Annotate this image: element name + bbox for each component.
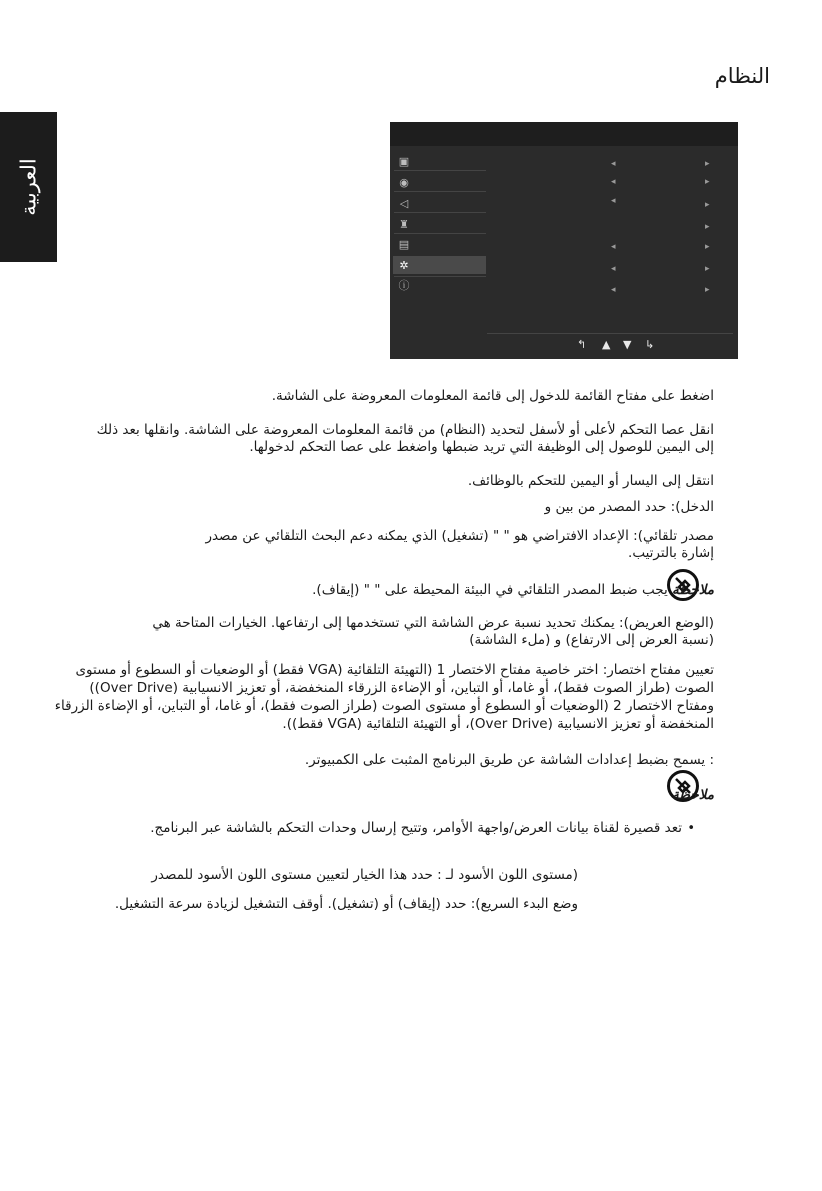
wide-mode-options: (نسبة العرض إلى الارتفاع) و (ملء الشاشة): [469, 632, 714, 648]
bullet-dot: •: [687, 821, 695, 836]
page-title: النظام: [714, 64, 770, 88]
note-title: ملاحظة: [672, 787, 714, 803]
osd-divider: [394, 191, 486, 192]
language-tab-label: العربية: [16, 158, 41, 216]
step-adjust: انتقل إلى اليسار أو اليمين للتحكم بالوظائف.: [467, 473, 714, 489]
osd-divider: [394, 212, 486, 213]
hotkey-assignment-line4: المنخفضة أو تعزيز الانسيابية (Over Drive)، أو التهيئة التلقائية (VGA فقط)).: [282, 716, 714, 732]
note-auto-source: [312, 582, 714, 599]
osd-divider: [394, 276, 486, 277]
left-arrow-icon: ◂: [611, 285, 616, 295]
step-open-menu: اضغط على مفتاح القائمة للدخول إلى قائمة المعلومات المعروضة على الشاشة.: [271, 388, 714, 404]
left-arrow-icon: ◂: [611, 264, 616, 274]
step-select-system-cont: إلى اليمين للوصول إلى الوظيفة التي تريد ضبطها واضغط على عصا التحكم لدخولها.: [249, 439, 714, 455]
enter-icon: ↳: [645, 338, 655, 351]
quick-start-description: وضع البدء السريع): حدد (إيقاف) أو (تشغيل). أوقف التشغيل لزيادة سرعة التشغيل.: [114, 896, 578, 912]
osd-divider: [394, 170, 486, 171]
note-title: ملاحظة: [672, 582, 714, 598]
osd-header-bar: [390, 122, 738, 146]
language-tab: [0, 112, 57, 262]
hotkey-assignment: تعيين مفتاح اختصار: اختر خاصية مفتاح الاختصار 1 (التهيئة التلقائية (VGA فقط) أو الوضعيات أو السطوع أو مستوى: [75, 662, 714, 678]
back-icon: ↰: [577, 338, 587, 351]
osd-menu-image: [390, 122, 738, 359]
step-select-system: انقل عصا التحكم لأعلى أو لأسفل لتحديد (النظام) من قائمة المعلومات المعروضة على الشاشة. وانقلها بعد ذلك: [96, 422, 714, 438]
osd-window-icon: ▤: [398, 238, 410, 251]
eye-icon: ◉: [399, 176, 409, 189]
ddc-ci-description: : يسمح بضبط إعدادات الشاشة عن طريق البرنامج المثبت على الكمبيوتر.: [304, 752, 714, 768]
wide-mode-description: (الوضع العريض): يمكنك تحديد نسبة عرض الشاشة التي تستخدمها إلى ارتفاعها. الخيارات المتاحة هي: [152, 615, 714, 631]
picture-icon: ▣: [398, 155, 410, 168]
ddc-ci-note-text: تعد قصيرة لقناة بيانات العرض/واجهة الأوامر، وتتيح إرسال وحدات التحكم بالشاشة عبر البرنامج.: [150, 820, 682, 836]
input-description: الدخل): حدد المصدر من بين و: [544, 499, 714, 515]
hotkey-assignment-line3: ومفتاح الاختصار 2 (الوضعيات أو السطوع أو مستوى الصوت (طراز الصوت فقط)، أو غاما، أو التباين، أو الإضاءة الزرقاء: [54, 698, 714, 714]
left-arrow-icon: ◂: [611, 177, 616, 187]
note-ddc-ci: [672, 787, 714, 804]
left-arrow-icon: ◂: [611, 242, 616, 252]
osd-divider: [394, 233, 486, 234]
right-arrow-icon: ▸: [705, 264, 710, 274]
gear-icon: ✲: [399, 259, 409, 272]
up-icon: ▲: [602, 338, 611, 351]
note-text: يجب ضبط المصدر التلقائي في البيئة المحيطة على " " (إيقاف).: [312, 582, 668, 598]
hotkey-assignment-line2: الصوت (طراز الصوت فقط)، أو غاما، أو التباين، أو الإضاءة الزرقاء المنخفضة، أو تعزيز الانسيابية (Over Drive)): [89, 680, 714, 696]
black-level-description: (مستوى اللون الأسود لـ : حدد هذا الخيار لتعيين مستوى اللون الأسود للمصدر: [151, 867, 578, 883]
right-arrow-icon: ▸: [705, 285, 710, 295]
right-arrow-icon: ▸: [705, 222, 710, 232]
right-arrow-icon: ▸: [705, 200, 710, 210]
right-arrow-icon: ▸: [705, 159, 710, 169]
left-arrow-icon: ◂: [611, 159, 616, 169]
speaker-icon: ◁: [399, 197, 409, 210]
auto-source-description: مصدر تلقائي): الإعداد الافتراضي هو " " (تشغيل) الذي يمكنه دعم البحث التلقائي عن مصدر: [205, 528, 714, 544]
right-arrow-icon: ▸: [705, 177, 710, 187]
auto-source-description-cont: إشارة بالترتيب.: [628, 545, 714, 561]
info-icon: ⓘ: [398, 279, 410, 292]
down-icon: ▼: [623, 338, 632, 351]
gamepad-icon: ♜: [399, 218, 409, 231]
right-arrow-icon: ▸: [705, 242, 710, 252]
osd-footer-divider: [487, 333, 733, 334]
left-arrow-icon: ◂: [611, 196, 616, 206]
